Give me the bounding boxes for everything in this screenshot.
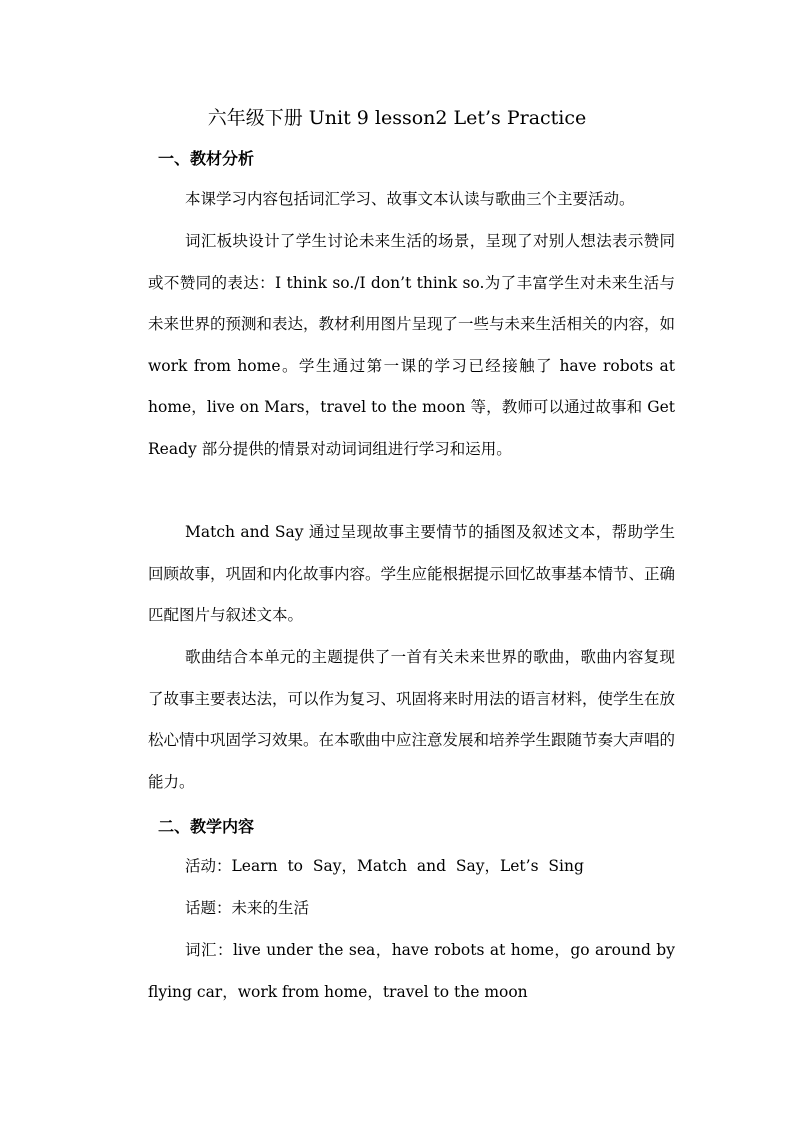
section-heading-content: 二、教学内容 [158,817,255,836]
paragraph-song: 歌曲结合本单元的主题提供了一首有关未来世界的歌曲，歌曲内容复现了故事主要表达法，可以作为复习、巩固将来时用法的语言材料，使学生在放松心情中巩固学习效果。在本歌曲中应注意发展和培养学生跟随节奏大声唱的能力。 [148,648,676,791]
content-topic: 话题：未来的生活 [185,899,310,917]
section-heading-analysis: 一、教材分析 [158,149,255,168]
content-activity: 活动：Learn to Say，Match and Say，Let’s Sing [185,857,584,875]
paragraph-overview: 本课学习内容包括词汇学习、故事文本认读与歌曲三个主要活动。 [185,190,635,208]
paragraph-vocabulary: 词汇板块设计了学生讨论未来生活的场景，呈现了对别人想法表示赞同或不赞同的表达：I think so./I don’t think so.为了丰富学生对未来生活与未来世界的预测和表达，教材利用图片呈现了一些与未来生活相关的内容，如 work from home。学生通过第一课的学习已经接触了 have robots at home，live on Mars，travel to the moon 等，教师可以通过故事和 Get Ready 部分提供的情景对动词词组进行学习和运用。 [148,232,676,458]
content-vocabulary: 词汇：live under the sea，have robots at home，go around by flying car，work from home，travel to the moon [148,941,675,1001]
paragraph-match-and-say: Match and Say 通过呈现故事主要情节的插图及叙述文本，帮助学生回顾故事，巩固和内化故事内容。学生应能根据提示回忆故事基本情节、正确匹配图片与叙述文本。 [148,523,676,625]
document-title: 六年级下册 Unit 9 lesson2 Let’s Practice [207,107,587,129]
